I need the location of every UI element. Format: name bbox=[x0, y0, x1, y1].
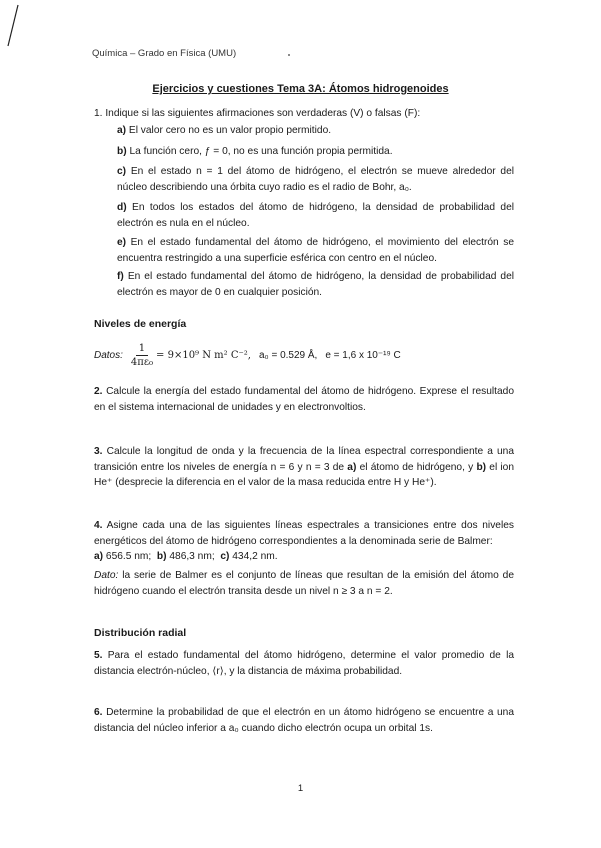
q1-item-e: e) En el estado fundamental del átomo de hidrógeno, el movimiento del electrón se encuentra restringido a una superficie esférica con centro en el núcleo. bbox=[117, 237, 514, 264]
q3-text: 3. Calcule la longitud de onda y la frecuencia de la línea espectral correspondiente a una transición entre los niveles de energía n = 6 y n = 3 de a) el átomo de hidrógeno, y b) el ion He⁺ (desprecie la diferencia en el valor de la masa reducida entre H y He⁺). bbox=[94, 446, 515, 488]
q1-item-b: b) La función cero, ƒ = 0, no es una función propia permitida. bbox=[117, 146, 393, 157]
q1-item-d: d) En todos los estados del átomo de hidrógeno, la densidad de probabilidad del electrón es nula en el núcleo. bbox=[117, 202, 514, 229]
q4-options: a) 656.5 nm; b) 486,3 nm; c) 434,2 nm. bbox=[94, 551, 278, 562]
header-dot bbox=[288, 54, 290, 56]
q4-text: 4. Asigne cada una de las siguientes líneas espectrales a transiciones entre dos niveles energéticos del átomo de hidrógeno correspondientes a la denominada serie de Balmer: bbox=[94, 520, 514, 547]
section-radial-heading: Distribución radial bbox=[94, 627, 187, 639]
q1-item-c: c) En el estado n = 1 del átomo de hidrógeno, el electrón se mueve alrededor del núcleo describiendo una órbita cuyo radio es el radio de Bohr, a₀. bbox=[117, 166, 514, 193]
page-number: 1 bbox=[297, 783, 304, 794]
q2-text: 2. Calcule la energía del estado fundamental del átomo de hidrógeno. Exprese el resultado en el sistema internacional de unidades y en electronvoltios. bbox=[94, 386, 514, 413]
page-header: Química – Grado en Física (UMU) bbox=[92, 48, 237, 59]
q1-prompt: 1. Indique si las siguientes afirmaciones son verdaderas (V) o falsas (F): bbox=[94, 108, 421, 119]
q5-text: 5. Para el estado fundamental del átomo hidrógeno, determine el valor promedio de la distancia electrón-núcleo, ⟨r⟩, y la distancia de máxima probabilidad. bbox=[94, 650, 514, 677]
datos-formula bbox=[94, 342, 401, 369]
datos-label: Datos: bbox=[94, 350, 123, 361]
section-energy-heading: Niveles de energía bbox=[94, 318, 187, 330]
q1-item-f: f) En el estado fundamental del átomo de hidrógeno, la densidad de probabilidad del electrón es mayor de 0 en cualquier posición. bbox=[117, 271, 514, 298]
bohr-radius: a₀ = 0.529 Å, bbox=[258, 350, 318, 361]
q6-text: 6. Determine la probabilidad de que el electrón en un átomo hidrógeno se encuentre a una distancia del núcleo inferior a a₀ cuando dicho electrón ocupa un orbital 1s. bbox=[94, 707, 514, 734]
electron-charge: e = 1,6 x 10⁻¹⁹ C bbox=[325, 350, 401, 361]
coulomb-fraction: $\frac{1}{\text{4πε₀}}$ bbox=[130, 343, 154, 368]
document-title: Ejercicios y cuestiones Tema 3A: Átomos hidrogenoides bbox=[152, 83, 449, 95]
coulomb-value: = 9×10⁹ N m² C⁻², bbox=[156, 350, 251, 361]
q1-item-a: a) El valor cero no es un valor propio permitido. bbox=[117, 125, 332, 136]
q4-dato: Dato: la serie de Balmer es el conjunto de líneas que resultan de la emisión del átomo de hidrógeno cuando el electrón transita desde un nivel n ≥ 3 a n = 2. bbox=[94, 570, 514, 597]
scan-mark bbox=[0, 0, 30, 60]
